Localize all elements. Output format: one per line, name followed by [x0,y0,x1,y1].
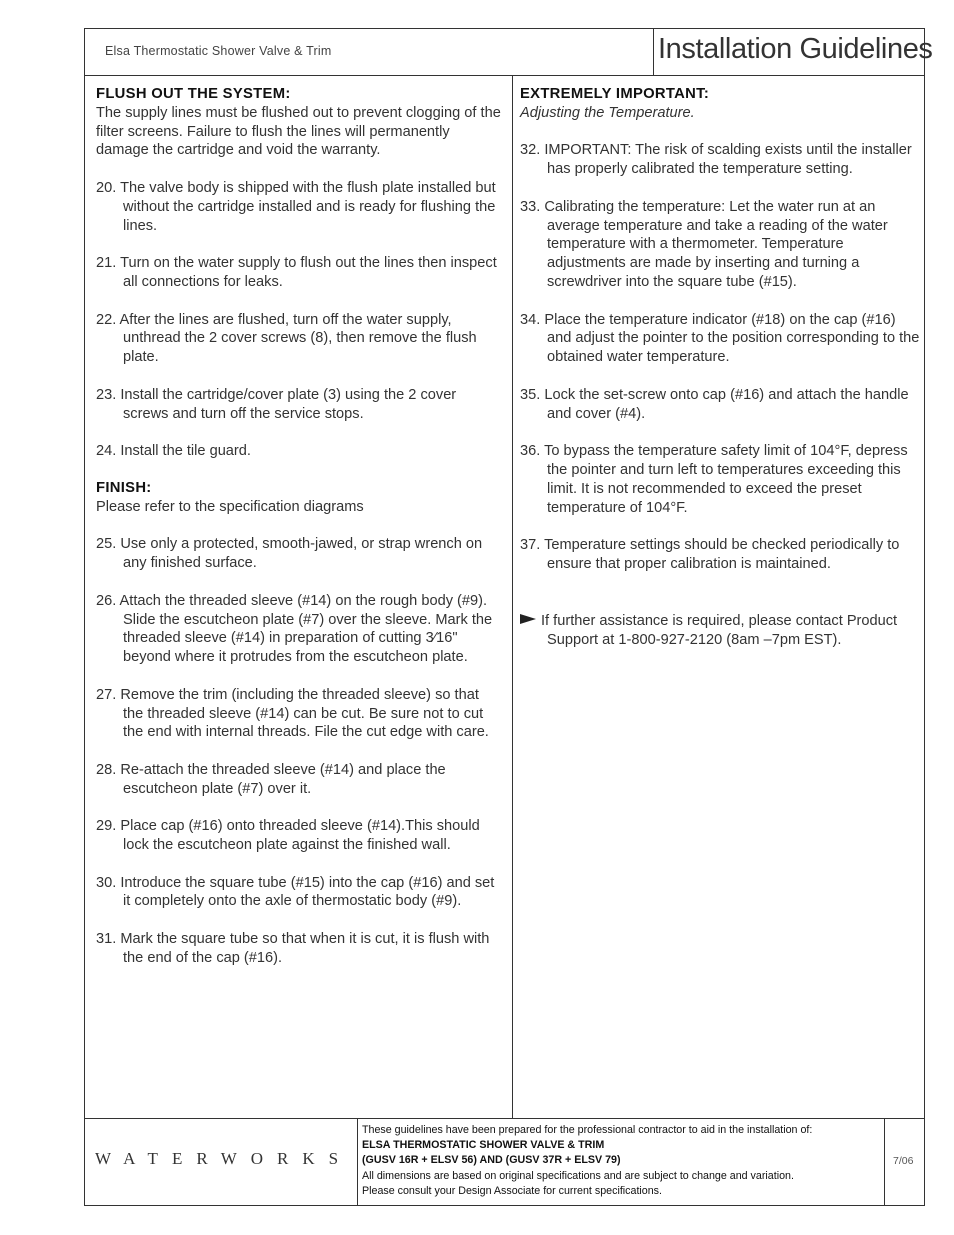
important-heading: EXTREMELY IMPORTANT: [520,86,710,102]
product-name: Elsa Thermostatic Shower Valve & Trim [105,44,332,58]
finish-intro: Please refer to the specification diagrams [96,498,364,515]
step-25: 25. Use only a protected, smooth-jawed, or strap wrench on any finished surface. [96,536,483,572]
step-26: 26. Attach the threaded sleeve (#14) on the rough body (#9). Slide the escutcheon plate (#7) over the sleeve. Mark the threaded sleeve (#14) in preparation of cutting 3⁄16" beyond where it protrudes from the escutcheon plate. [96,592,493,666]
step-27: 27. Remove the trim (including the threaded sleeve) so that the threaded sleeve (#14) can be cut. Be sure not to cut the end with internal threads. File the cut edge with care. [96,686,489,741]
step-21: 21. Turn on the water supply to flush out the lines then inspect all connections for leaks. [96,255,497,290]
page-title: Installation Guidelines [658,33,933,65]
step-23: 23. Install the cartridge/cover plate (3) using the 2 cover screws and turn off the service stops. [96,386,457,422]
footer-line-4: All dimensions are based on original specifications and are subject to change and variation. [362,1169,794,1182]
footer-notes-box [357,1119,885,1206]
step-33: 33. Calibrating the temperature: Let the water run at an average temperature and take a reading of the water temperature with a thermometer. Temperature adjustments are made by inserting and turning a screwdriver into the square tube (#15). [520,198,888,290]
flush-heading: FLUSH OUT THE SYSTEM: [96,86,291,102]
footer-line-3: (GUSV 16R + ELSV 56) AND (GUSV 37R + ELSV 79) [362,1154,621,1167]
step-35: 35. Lock the set-screw onto cap (#16) and attach the handle and cover (#4). [520,386,909,422]
document-footer [85,1118,924,1206]
step-36: 36. To bypass the temperature safety limit of 104°F, depress the pointer and turn left to temperatures exceeding this limit. It is not recommended to exceed the preset temperature of 104°F. [520,443,908,516]
step-20: 20. The valve body is shipped with the flush plate installed but without the cartridge installed and is ready for flushing the lines. [96,179,496,234]
support-note [520,612,920,650]
title-box [653,29,933,75]
step-32: 32. IMPORTANT: The risk of scalding exists until the installer has properly calibrated the temperature setting. [520,142,912,178]
footer-line-5: Please consult your Design Associate for current specifications. [362,1184,662,1197]
document-frame [84,28,933,1206]
step-24: 24. Install the tile guard. [96,443,251,460]
step-37: 37. Temperature settings should be checked periodically to ensure that proper calibration is maintained. [520,537,900,572]
step-34: 34. Place the temperature indicator (#18) on the cap (#16) and adjust the pointer to the position corresponding to the obtained water temperature. [520,311,920,366]
right-column [520,81,920,649]
step-22: 22. After the lines are flushed, turn off the water supply, unthread the 2 cover screws (8), then remove the flush plate. [96,311,477,366]
step-29: 29. Place cap (#16) onto threaded sleeve (#14).This should lock the escutcheon plate against the finished wall. [96,818,480,854]
support-note-text: If further assistance is required, please contact Product Support at 1-800-927-2120 (8am –7pm EST). [541,612,898,648]
finish-heading: FINISH: [96,479,152,496]
revision-date: 7/06 [893,1155,914,1167]
important-subhead: Adjusting the Temperature. [520,104,695,121]
footer-line-1: These guidelines have been prepared for the professional contractor to aid in the installation of: [362,1124,813,1136]
flush-intro: The supply lines must be flushed out to prevent clogging of the filter screens. Failure to flush the lines will permanently damage the cartridge and void the warranty. [96,104,501,159]
step-28: 28. Re-attach the threaded sleeve (#14) and place the escutcheon plate (#7) over it. [96,761,446,797]
step-31: 31. Mark the square tube so that when it is cut, it is flush with the end of the cap (#16). [96,931,490,966]
footer-notes [362,1123,812,1199]
arrow-icon [520,614,536,624]
step-30: 30. Introduce the square tube (#15) into the cap (#16) and set it completely onto the axle of thermostatic body (#9). [96,874,495,910]
column-divider [512,75,513,1118]
document-header [85,29,933,76]
left-column [96,81,501,968]
footer-line-2: ELSA THERMOSTATIC SHOWER VALVE & TRIM [362,1139,605,1152]
brand-logo: WATERWORKS [95,1149,353,1168]
